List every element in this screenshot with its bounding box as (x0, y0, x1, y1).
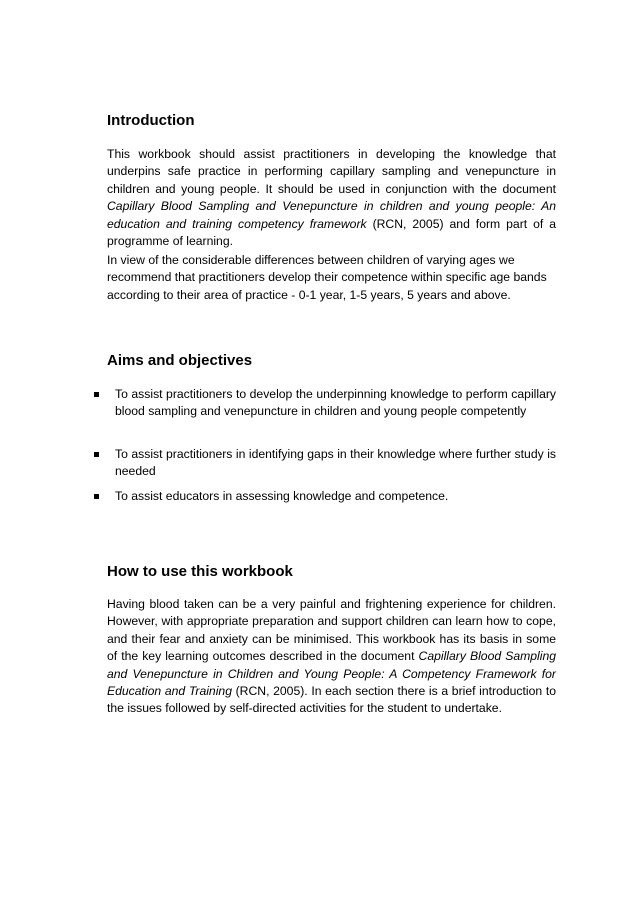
aims-item-text: To assist practitioners in identifying gaps in their knowledge where further study is needed (115, 447, 556, 479)
aims-item-text: To assist practitioners to develop the underpinning knowledge to perform capillary blood sampling and venepuncture in children and young people competently (115, 387, 556, 419)
aims-item-text: To assist educators in assessing knowledge and competence. (115, 489, 449, 503)
introduction-paragraph-2: In view of the considerable differences between children of varying ages we recommend that practitioners develop their competence within specific age bands according to their area of practice - 0-1 year, 1-5 years, 5 years and above. (107, 253, 547, 302)
square-bullet-icon (94, 452, 99, 457)
aims-list-item (90, 488, 556, 505)
aims-list-item (90, 446, 556, 481)
introduction-text-b: (RCN, 2005) and form part of a programme of learning. (107, 216, 557, 249)
how-to-use-paragraph (107, 596, 556, 718)
introduction-heading: Introduction (107, 112, 195, 129)
square-bullet-icon (94, 392, 99, 397)
how-to-use-text-a: Having blood taken can be a very painful and frightening experience for children. However, with appropriate preparation and support children can learn how to cope, and their fear and anxiety can be minimised. This workbook has its basis in some of the key learning outcomes described in the document (107, 597, 556, 664)
framework-title-italic: Capillary Blood Sampling and Venepuncture in children and young people: An education and training competency framework (107, 199, 556, 231)
aims-list-item (90, 386, 556, 421)
how-to-use-heading: How to use this workbook (107, 563, 293, 580)
competency-framework-title-italic: Capillary Blood Sampling and Venepuncture in Children and Young People: A Competency Framework for Education and Training (107, 649, 557, 699)
introduction-text-a: This workbook should assist practitioners in developing the knowledge that underpins safe practice in performing capillary sampling and venepuncture in children and young people. It should be used in conjunction with the document (107, 147, 556, 196)
square-bullet-icon (94, 494, 99, 499)
aims-heading: Aims and objectives (107, 352, 253, 369)
introduction-paragraph-1 (107, 146, 556, 250)
how-to-use-text-b: (RCN, 2005). In each section there is a brief introduction to the issues followed by self-directed activities for the student to undertake. (107, 684, 556, 716)
